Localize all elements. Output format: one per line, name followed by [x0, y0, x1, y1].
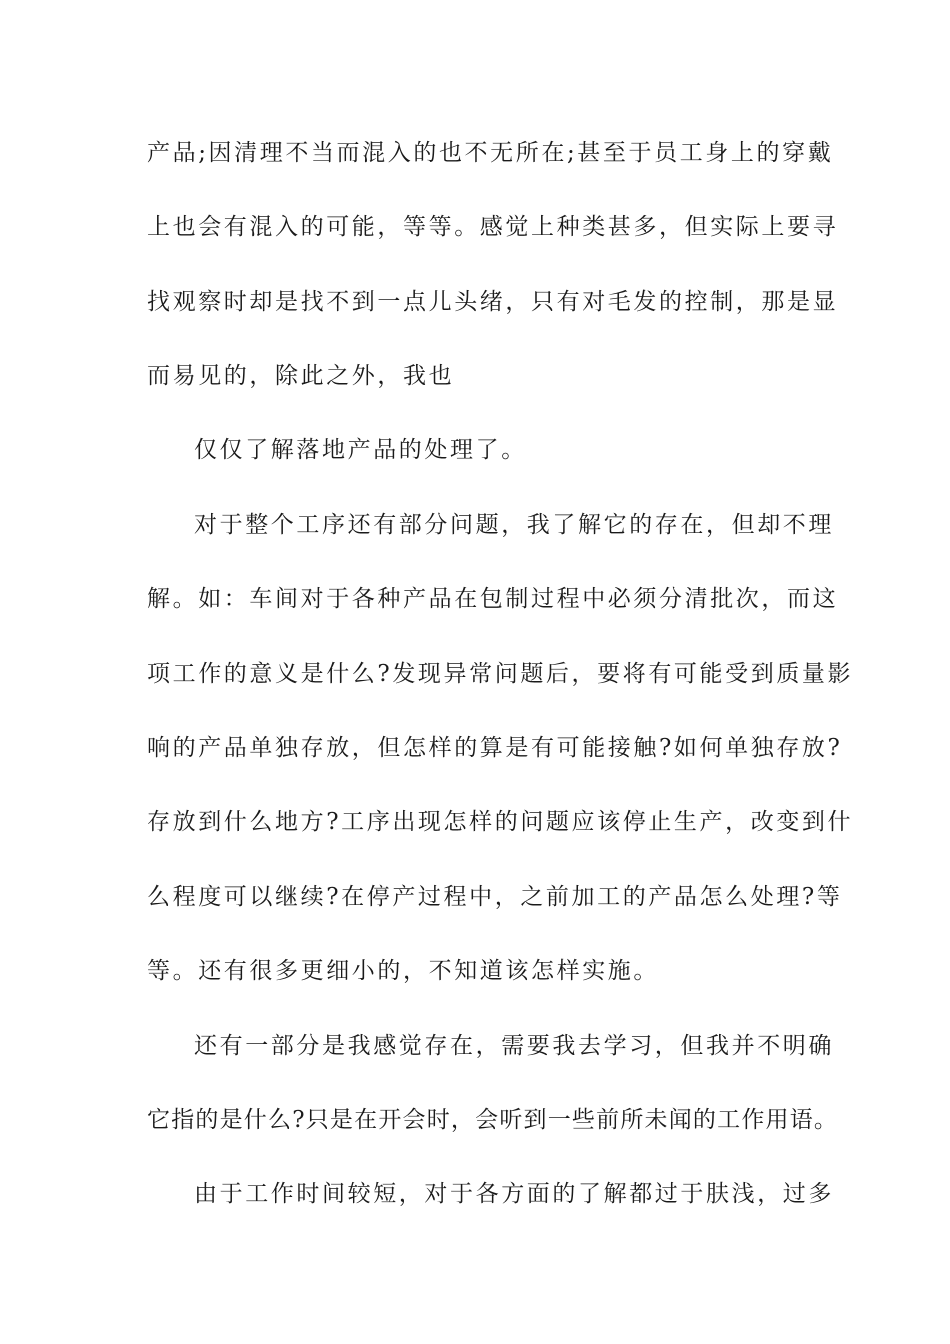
text-line: 产品;因清理不当而混入的也不无所在;甚至于员工身上的穿戴	[147, 140, 834, 166]
text-line: 而易见的，除此之外，我也	[147, 363, 455, 389]
text-line: 还有一部分是我感觉存在，需要我去学习，但我并不明确	[194, 1033, 834, 1059]
text-line: 对于整个工序还有部分问题，我了解它的存在，但却不理	[194, 512, 834, 538]
text-line: 项工作的意义是什么?发现异常问题后，要将有可能受到质量影	[147, 661, 854, 687]
text-line: 么程度可以继续?在停产过程中，之前加工的产品怎么处理?等	[147, 884, 843, 910]
text-line: 上也会有混入的可能，等等。感觉上种类甚多，但实际上要寻	[147, 214, 839, 240]
text-line: 响的产品单独存放，但怎样的算是有可能接触?如何单独存放?	[147, 735, 843, 761]
text-line: 仅仅了解落地产品的处理了。	[194, 437, 527, 463]
text-line: 找观察时却是找不到一点儿头绪，只有对毛发的控制，那是显	[147, 289, 839, 315]
text-line: 等。还有很多更细小的，不知道该怎样实施。	[147, 958, 659, 984]
text-line: 它指的是什么?只是在开会时，会听到一些前所未闻的工作用语。	[147, 1107, 839, 1133]
text-line: 解。如：车间对于各种产品在包制过程中必须分清批次，而这	[147, 586, 839, 612]
text-line: 由于工作时间较短，对于各方面的了解都过于肤浅，过多	[194, 1181, 834, 1207]
text-line: 存放到什么地方?工序出现怎样的问题应该停止生产，改变到什	[147, 809, 854, 835]
